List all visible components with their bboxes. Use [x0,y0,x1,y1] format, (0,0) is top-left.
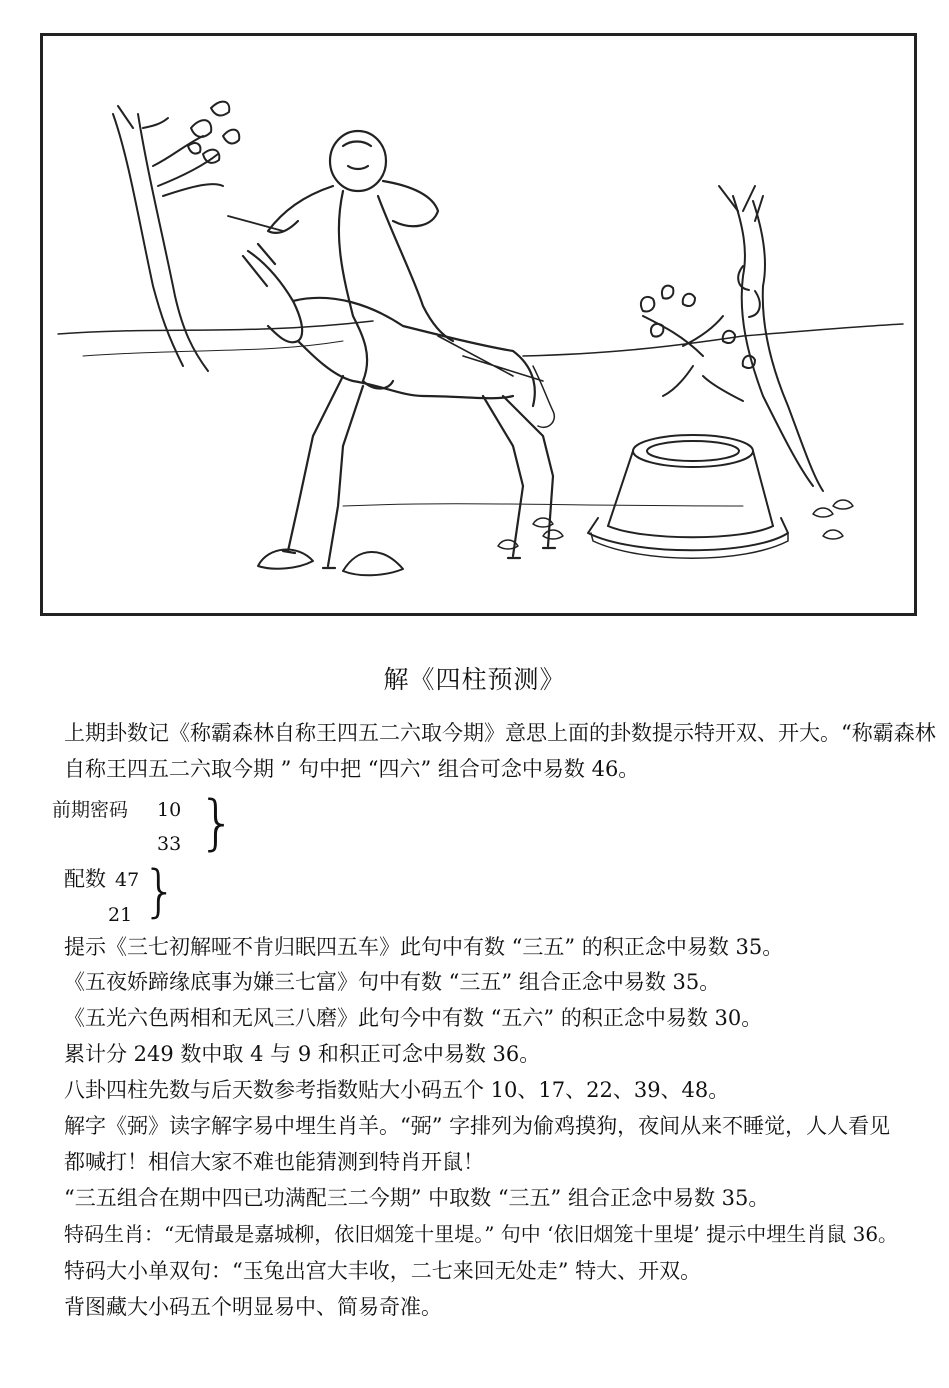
hint-line-3: 《五光六色两相和无风三八磨》此句今中有数 “五六” 的积正念中易数 30。 [64,1006,763,1030]
prev-code-2: 33 [157,833,182,855]
hint-line-6: 解字《弼》读字解字易中埋生肖羊。“弼” 字排列为偷鸡摸狗，夜间从来不睡觉，人人看见 [64,1114,891,1138]
ingots-left [498,518,563,549]
paragraph-line-2: 自称王四五二六取今期 ” 句中把 “四六” 组合可念中易数 46。 [64,757,640,781]
pair-1: 47 [115,869,140,891]
hint-line-10: 特码大小单双句：“玉兔出宫大丰收，二七来回无处走” 特大、开双。 [64,1259,702,1283]
hint-line-11: 背图藏大小码五个明显易中、简易奇准。 [64,1295,442,1319]
rider-on-donkey-illustration [43,36,914,613]
hint-line-5: 八卦四柱先数与后天数参考指数贴大小码五个 10、17、22、39、48。 [64,1078,730,1102]
rider [228,131,543,389]
rock-right [343,552,403,575]
hint-line-8: “三五组合在期中四已功满配三二今期” 中取数 “三五” 组合正念中易数 35。 [64,1186,770,1210]
pair-label: 配数 [64,867,106,891]
illustration-panel [40,33,917,616]
stone-well [588,435,788,558]
paragraph-line-1: 上期卦数记《称霸森林自称王四五二六取今期》意思上面的卦数提示特开双、开大。“称霸森林 [64,721,936,745]
hint-line-2: 《五夜娇蹄缘底事为嫌三七富》句中有数 “三五” 组合正念中易数 35。 [64,970,721,994]
prev-code-1: 10 [157,799,182,821]
hint-line-4: 累计分 249 数中取 4 与 9 和积正可念中易数 36。 [64,1042,541,1066]
pair-brace: } [142,859,178,924]
ingots-right [813,500,853,539]
prev-code-label: 前期密码 [52,799,129,821]
hint-line-1: 提示《三七初解哑不肯归眠四五车》此句中有数 “三五” 的积正念中易数 35。 [64,935,784,959]
pair-2: 21 [108,904,133,926]
prev-code-brace: } [198,788,237,858]
hint-line-9: 特码生肖：“无情最是嘉城柳，依旧烟笼十里堤。” 句中 ‘依旧烟笼十里堤’ 提示中埋生肖鼠 36。 [64,1222,899,1246]
article-title: 解《四柱预测》 [383,665,566,694]
hint-line-7: 都喊打！相信大家不难也能猜测到特肖开鼠！ [64,1150,484,1174]
donkey [243,244,555,568]
